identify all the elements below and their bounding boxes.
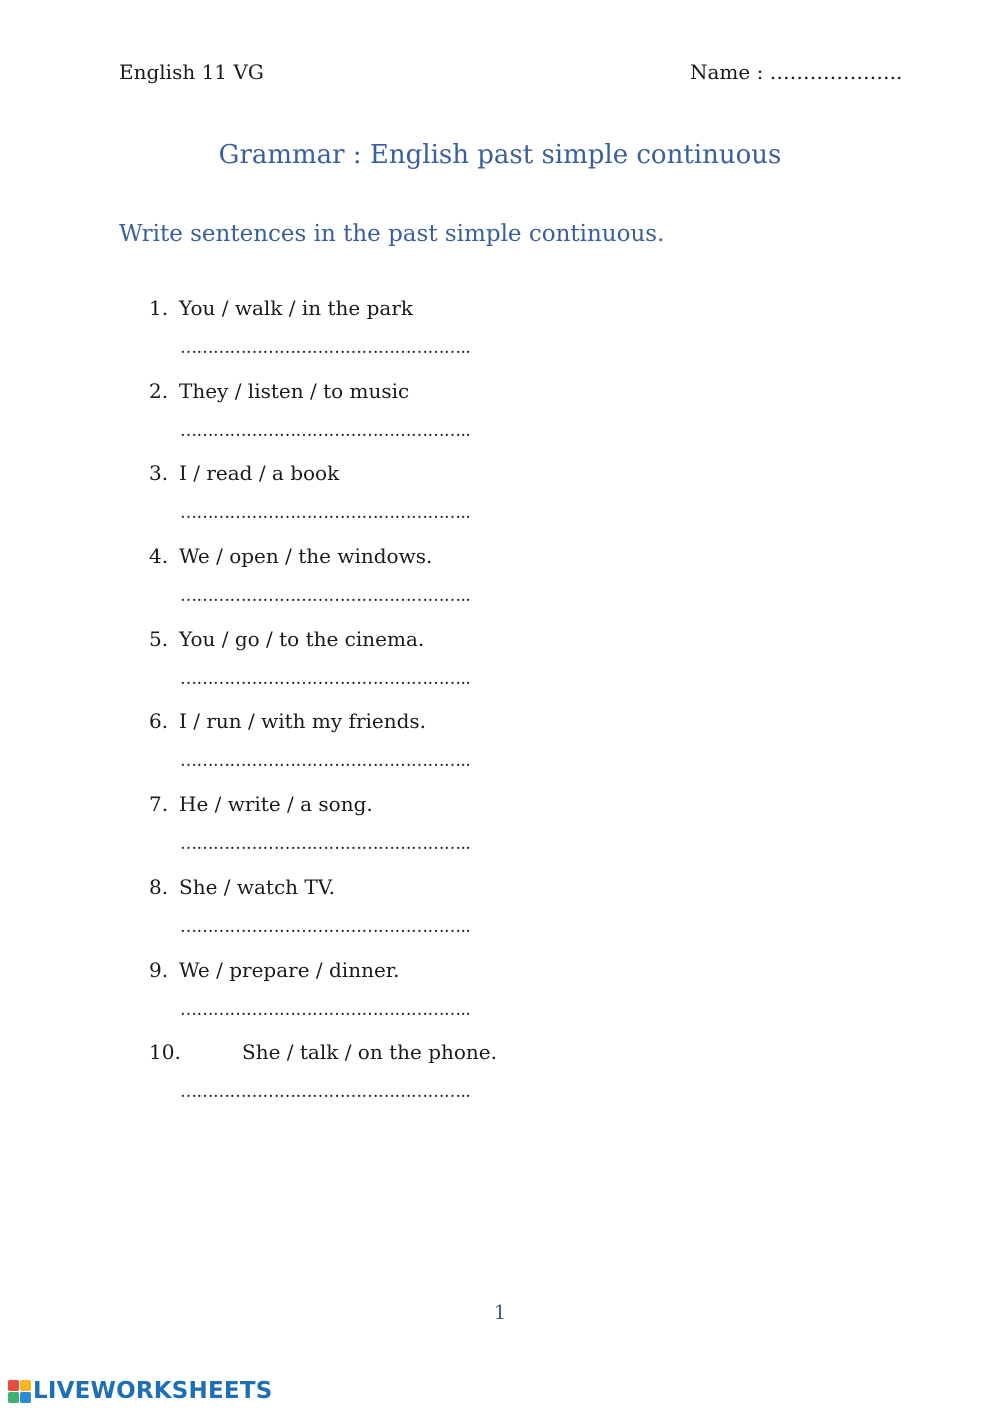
exercise-item-8 bbox=[149, 875, 649, 958]
exercise-prompt: He / write / a song. bbox=[179, 792, 373, 817]
answer-line[interactable]: …………………………………………….. bbox=[180, 999, 471, 1020]
exercise-prompt: They / listen / to music bbox=[179, 378, 410, 403]
answer-line[interactable]: …………………………………………….. bbox=[180, 751, 471, 772]
exercise-prompt: She / watch TV. bbox=[179, 874, 336, 899]
exercise-number: 2. bbox=[149, 378, 169, 403]
exercise-prompt: You / go / to the cinema. bbox=[179, 626, 425, 651]
logo-block bbox=[8, 1392, 19, 1403]
worksheet-title: Grammar : English past simple continuous bbox=[218, 140, 782, 170]
exercise-prompt: I / read / a book bbox=[179, 461, 340, 486]
exercise-number: 5. bbox=[149, 626, 169, 651]
exercise-number: 3. bbox=[149, 461, 169, 486]
answer-line[interactable]: …………………………………………….. bbox=[180, 668, 471, 689]
exercise-number: 1. bbox=[149, 296, 169, 320]
exercise-item-4 bbox=[149, 544, 649, 627]
logo-block bbox=[20, 1380, 31, 1391]
page-number: 1 bbox=[493, 1300, 507, 1324]
exercise-prompt: We / open / the windows. bbox=[179, 544, 433, 569]
course-label: English 11 VG bbox=[119, 60, 264, 84]
exercise-item-5 bbox=[149, 627, 649, 710]
exercise-prompt: We / prepare / dinner. bbox=[179, 957, 400, 982]
brand-name: LIVEWORKSHEETS bbox=[33, 1378, 273, 1404]
answer-line[interactable]: …………………………………………….. bbox=[180, 503, 471, 524]
exercise-number: 9. bbox=[149, 957, 169, 982]
exercise-instruction: Write sentences in the past simple continuous. bbox=[119, 221, 665, 247]
exercise-item-9 bbox=[149, 958, 649, 1041]
exercise-item-6 bbox=[149, 709, 649, 792]
name-field-label: Name : ……………….. bbox=[690, 60, 903, 84]
answer-line[interactable]: …………………………………………….. bbox=[180, 834, 471, 855]
exercise-number: 7. bbox=[149, 792, 169, 817]
exercise-item-2 bbox=[149, 379, 649, 462]
exercise-number: 4. bbox=[149, 544, 169, 569]
exercise-item-1 bbox=[149, 296, 649, 379]
exercise-item-10 bbox=[149, 1040, 649, 1123]
exercise-item-3 bbox=[149, 461, 649, 544]
logo-block bbox=[20, 1392, 31, 1403]
exercise-prompt: You / walk / in the park bbox=[179, 296, 414, 320]
answer-line[interactable]: …………………………………………….. bbox=[180, 586, 471, 607]
exercise-number: 6. bbox=[149, 709, 169, 734]
exercise-prompt: I / run / with my friends. bbox=[179, 709, 427, 734]
exercise-prompt: She / talk / on the phone. bbox=[242, 1040, 497, 1065]
answer-line[interactable]: …………………………………………….. bbox=[180, 338, 471, 358]
exercise-number: 8. bbox=[149, 874, 169, 899]
exercise-number: 10. bbox=[149, 1040, 181, 1065]
logo-block bbox=[8, 1380, 19, 1391]
liveworksheets-logo[interactable] bbox=[8, 1378, 272, 1404]
answer-line[interactable]: …………………………………………….. bbox=[180, 420, 471, 441]
answer-line[interactable]: …………………………………………….. bbox=[180, 1082, 471, 1103]
answer-line[interactable]: …………………………………………….. bbox=[180, 916, 471, 937]
logo-blocks-icon bbox=[8, 1380, 31, 1403]
exercise-list bbox=[149, 296, 649, 1123]
exercise-item-7 bbox=[149, 792, 649, 875]
